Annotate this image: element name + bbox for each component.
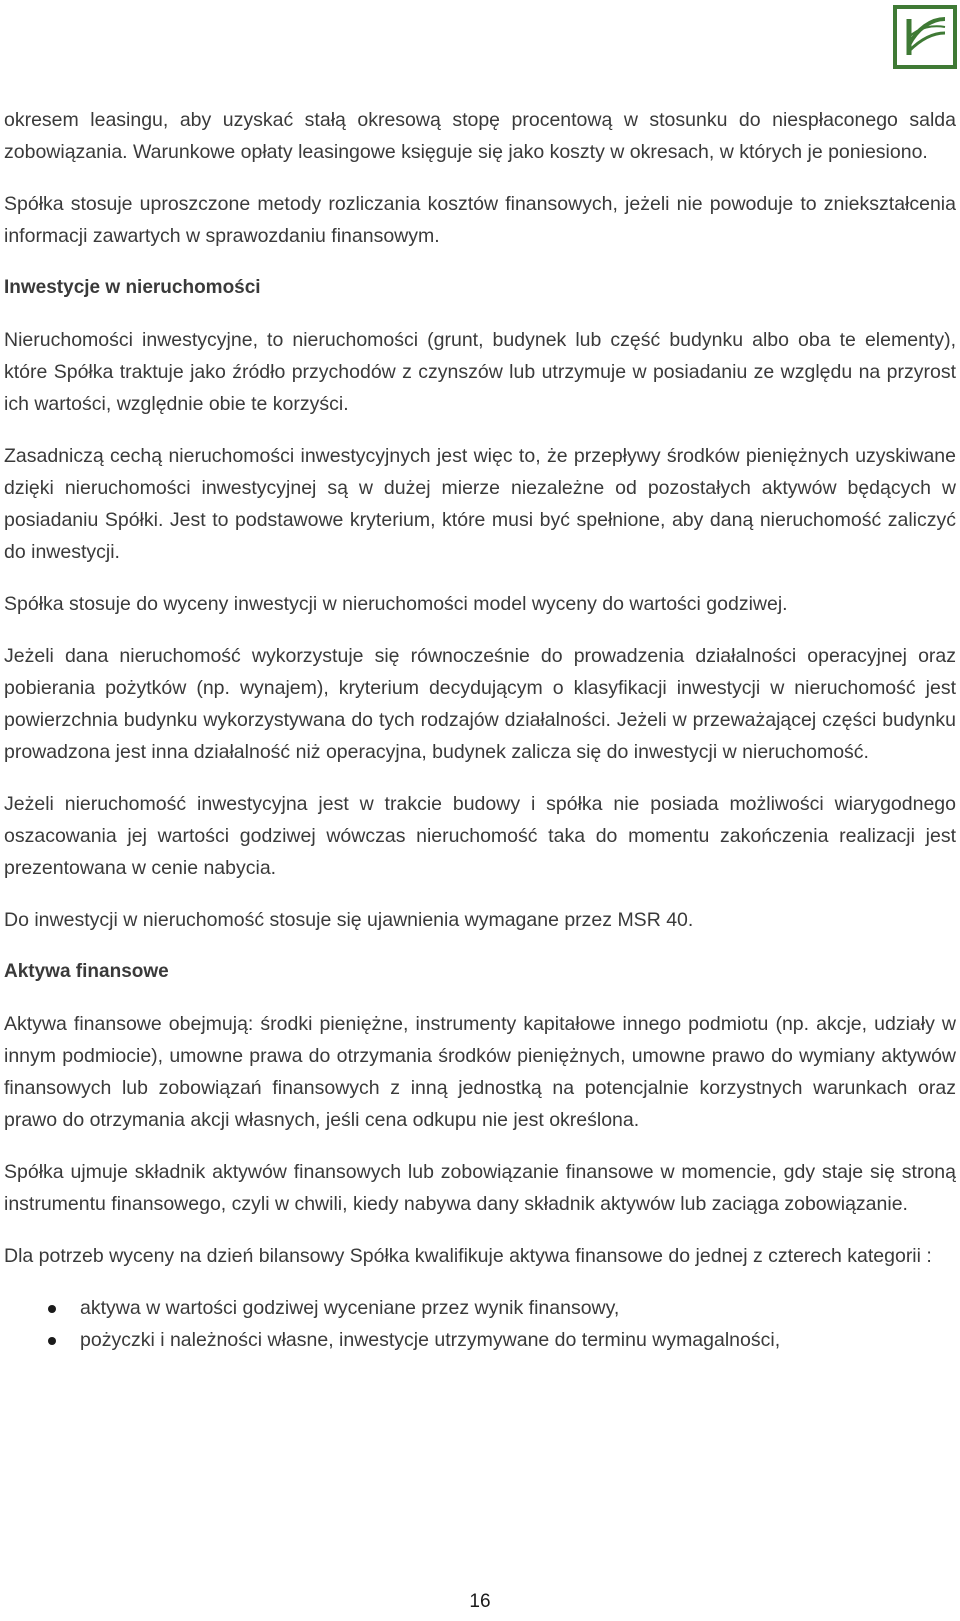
page-number: 16	[469, 1591, 491, 1612]
paragraph-fair-value-model: Spółka stosuje do wyceny inwestycji w nieruchomości model wyceny do wartości godziwej.	[4, 593, 788, 615]
paragraph-ias40-disclosures: Do inwestycji w nieruchomość stosuje się ujawnienia wymagane przez MSR 40.	[4, 909, 694, 931]
company-logo-icon	[893, 5, 957, 69]
section-heading-investment-property: Inwestycje w nieruchomości	[4, 277, 261, 298]
section-heading-financial-assets: Aktywa finansowe	[4, 961, 169, 982]
paragraph-leasing-rate: okresem leasingu, aby uzyskać stałą okresową stopę procentową w stosunku do niespłaconego salda zobowiązania. Warunkowe opłaty leasingowe księguje się jako koszty w okresach, w których je poniesiono.	[4, 109, 956, 163]
paragraph-property-under-construction: Jeżeli nieruchomość inwestycyjna jest w trakcie budowy i spółka nie posiada możliwości wiarygodnego oszacowania jej wartości godziwej wówczas nieruchomość taka do momentu zakończenia realizacji jest prezentowana w cenie nabycia.	[4, 793, 956, 879]
paragraph-investment-property-definition: Nieruchomości inwestycyjne, to nieruchomości (grunt, budynek lub część budynku albo oba te elementy), które Spółka traktuje jako źródło przychodów z czynszów lub utrzymuje w posiadaniu ze względu na przyrost ich wartości, względnie obie te korzyści.	[4, 329, 956, 415]
categories-list	[4, 1292, 956, 1356]
list-item: aktywa w wartości godziwej wyceniane przez wynik finansowy,	[4, 1292, 956, 1324]
list-item: pożyczki i należności własne, inwestycje utrzymywane do terminu wymagalności,	[4, 1324, 956, 1356]
paragraph-simplified-methods: Spółka stosuje uproszczone metody rozliczania kosztów finansowych, jeżeli nie powoduje to zniekształcenia informacji zawartych w sprawozdaniu finansowym.	[4, 193, 956, 247]
paragraph-investment-property-feature: Zasadniczą cechą nieruchomości inwestycyjnych jest więc to, że przepływy środków pieniężnych uzyskiwane dzięki nieruchomości inwestycyjnej są w dużej mierze niezależne od pozostałych aktywów będących w posiadaniu Spółki. Jest to podstawowe kryterium, które musi być spełnione, aby daną nieruchomość zaliczyć do inwestycji.	[4, 445, 956, 563]
paragraph-dual-use-property: Jeżeli dana nieruchomość wykorzystuje się równocześnie do prowadzenia działalności operacyjnej oraz pobierania pożytków (np. wynajem), kryterium decydującym o klasyfikacji inwestycji w nieruchomość jest powierzchnia budynku wykorzystywana do tych rodzajów działalności. Jeżeli w przeważającej części budynku prowadzona jest inna działalność niż operacyjna, budynek zalicza się do inwestycji w nieruchomość.	[4, 645, 956, 763]
paragraph-financial-assets-definition: Aktywa finansowe obejmują: środki pieniężne, instrumenty kapitałowe innego podmiotu (np. akcje, udziały w innym podmiocie), umowne prawa do otrzymania środków pieniężnych, umowne prawo do wymiany aktywów finansowych lub zobowiązań finansowych z inną jednostką na potencjalnie korzystnych warunkach oraz prawo do otrzymania akcji własnych, jeśli cena odkupu nie jest określona.	[4, 1013, 956, 1131]
paragraph-categories-intro: Dla potrzeb wyceny na dzień bilansowy Spółka kwalifikuje aktywa finansowe do jednej z czterech kategorii :	[4, 1245, 932, 1267]
document-body	[4, 104, 956, 1356]
paragraph-recognition: Spółka ujmuje składnik aktywów finansowych lub zobowiązanie finansowe w momencie, gdy staje się stroną instrumentu finansowego, czyli w chwili, kiedy nabywa dany składnik aktywów lub zaciąga zobowiązanie.	[4, 1161, 956, 1215]
